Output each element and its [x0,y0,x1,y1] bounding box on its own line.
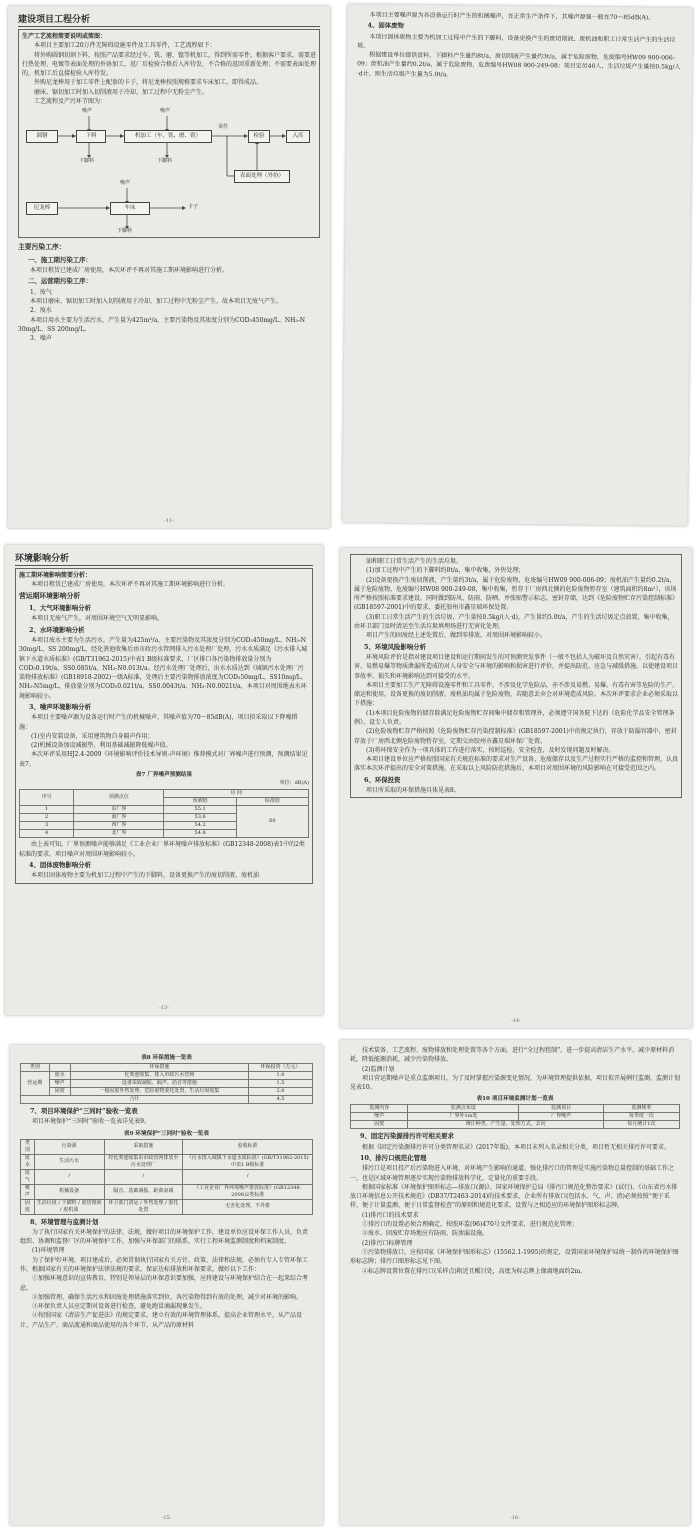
table-header: 监测频率 [603,1105,679,1113]
paragraph: (3)职工日常生活产生的生活垃圾，产生量按0.5kg/(人·d)，产生量约5.0t/a，产生的生活垃圾定点放置，集中收集，由环卫部门及时清运至生活垃圾填埋场进行无害化处理。 [354,613,674,631]
paragraph: 项目营运期噪声是重点监测项目，为了及时掌握污染源变化情况，为环境管理提供依据，项目拟开展例行监测，监测计划见表10。 [350,1074,681,1092]
table-header: 预测值 [164,798,236,806]
flow-label-noise: 噪声 [120,180,131,187]
flow-label-clip: 卡子 [188,204,199,211]
paragraph: ②废水、固废贮存场地应有防雨、防渗漏设施。 [362,1230,489,1238]
monitoring-plan-table [350,1104,680,1129]
table-cell: 南厂界 [74,814,164,822]
table-cell: 北厂界 [74,830,164,838]
paragraph: (2)危险废物贮存严格按照《危险废物贮存污染控制标准》(GB18597-2001)中的规定执行，存放于防漏容器中，密封存放于厂房西北侧危险废物暂存室，定期交由胶州市鑫星瑞环保厂处置。 [354,728,677,745]
paragraph: 本项目主要噪声源为各设备运行时产生的机械噪声，在正常生产条件下，其噪声源强一般在70～85dB(A)。 [369,11,655,22]
subsection-title: 一、施工期污染工序： [28,255,92,264]
table-cell: 每季度一次 [603,1113,679,1121]
paragraph: (2)机械设备加设减振垫，利用基础减振降低噪声值。 [31,742,172,750]
paragraph: 排污口是项目投产后污染物进入环境、对环境产生影响的通道，强化排污口的管理是实施污染物总量控制的基础工作之一，也是区域环境管理逐步实现污染物排放科学化、定量化的重要手段。 [350,1165,675,1182]
table-header: 标准值 [236,798,308,806]
subsection-title: 10、排污口规范化管理 [360,1154,427,1163]
subsection-title: 8、环境管理与监测计划 [30,1217,99,1226]
document-page-16 [340,1040,690,1525]
flow-node-inspect: 检验 [248,130,270,143]
paragraph: 为了执行国家有关环境保护的法律、法规，做好项目的环境保护工作，建设单位应设环保工作人员，负责组织、协调和监督厂区的环境保护工作，加强与环保部门的联系，实行工程环境监测制度和档案制度。 [20,1228,309,1246]
page-header: 建设项目工程分析 [18,12,320,27]
table-cell: 53.6 [164,814,236,822]
table-header: 序号 [20,790,74,806]
table-cell: 隔音、基础减振、距离衰减 [104,1184,183,1199]
table-cell: 废水 [21,1154,35,1169]
noise-prediction-table [19,789,309,838]
paragraph: 本项目主要加工生产无障碍设施零件和工具零件，不涉及化学危险品，亦不涉及易燃、易爆、有毒有害等危险的生产、储运和使用，设备更换的废切削液、废机油均属于危险废物，若随意丢弃会对环境造成风险。本次环评要求企业必须采取以下措施： [354,681,679,708]
page-header: 环境影响分析 [15,551,313,566]
table-cell: 54.8 [164,830,236,838]
document-page-12 [342,4,692,526]
table-cell: 《工业企业厂界环境噪声排放标准》(GB12348-2008)2类标准 [183,1184,313,1199]
paragraph: 项目环境保护“三同时”验收一览表详见表9。 [32,1118,150,1126]
process-flow-diagram [22,108,316,233]
table-header: 类别 [21,1064,50,1072]
table-cell: 设备采取减振、隔声、消音等措施 [70,1080,248,1088]
table-header: 环保投资（万元） [248,1064,312,1072]
paragraph: (1)环境管理 [32,1247,65,1255]
paragraph: (1)排污口的技术要求 [362,1211,419,1219]
table-cell: 废气 [21,1169,35,1184]
paragraph: (1)加工过程中产生的下脚料约8t/a，集中收集，外售处理； [366,567,525,575]
impact-analysis-box [350,554,682,798]
table-cell: 经化粪池收集由市政管网排放至污水处理厂 [104,1154,183,1169]
construction-analysis-box [15,568,313,884]
table-cell: 4 [20,830,74,838]
paragraph: 由上表可知，厂界预测噪声能够满足《工业企业厂界环境噪声排放标准》(GB12348-2008)表1中的2类标准的要求，项目噪声对周围环境影响较小。 [19,841,305,858]
table-cell: 噪声 [49,1080,70,1088]
table-cell: 营运期 [21,1072,50,1096]
table-row [20,806,309,814]
table-header: 预测点位 [74,790,164,806]
subsection-title: 3、噪声环境影响分析 [29,703,91,712]
paragraph: 为了保护好环境，项目建成后，必须贯彻执行国家有关方针、政策、法律和法规，必须有专人专管环保工作，根据国家有关的环境保护法律法规的要求，保证达标排放和环保要求，做好以下工作： [20,1256,309,1273]
document-page-15 [10,1045,323,1525]
table-cell: 固废 [21,1199,35,1214]
paragraph: ③环保负责人员应定期对设备进行检查，避免跑冒滴漏现象发生。 [32,1303,207,1311]
table-cell: 1.0 [248,1072,312,1080]
flow-label-parts: 零件 [218,124,229,131]
paragraph: 根据建设单位提供资料，下脚料产生量约8t/a，废切削液产生量约3t/a，属于危险废物，危废编号HW09 900-006-09；废机油产生量约0.2t/a，属于危险废物，危废编号HW08 900-249-08；项目定员40人，生活垃圾产生量按0.5kg/人·d计，则生活垃圾产生量为5.0t/a。 [356,51,681,79]
table-cell: 合计 [21,1096,249,1104]
subsection-title: 1、大气环境影响分析 [29,604,91,613]
flow-node-steel: 圆钢 [26,130,58,143]
three-simultaneous-table [20,1139,313,1215]
table-cell: 1 [20,806,74,814]
flow-node-surface: 表面处理（外协） [234,170,290,183]
paragraph: (2)排污口标牌管理 [362,1239,413,1247]
table-cell: 废水 [49,1072,70,1080]
table-cell: 每月统计1次 [603,1121,679,1129]
page-number: -14- [511,1018,521,1024]
table-cell: 噪声 [351,1113,408,1121]
paragraph: 技术装备、工艺流程、废物排放和处理处置等各个方面，进行“全过程控制”，进一步提高清洁生产水平，减少原材料消耗，降低能源消耗，减少污染物排放。 [350,1047,675,1064]
flow-node-store: 入库 [286,130,310,143]
table-cell: 东厂界 [74,806,164,814]
flow-label-noise: 噪声 [82,108,93,115]
flow-node-machining: 机加工（车、铣、磨、镗） [124,130,212,143]
table-cell: 生活垃圾 / 下脚料 / 废切削液 / 废机油 [34,1199,104,1214]
table-row [21,1169,313,1184]
paragraph: 磨床、锯切加工时加入切削液用于冷却，加工过程中无粉尘产生。 [34,88,209,96]
paragraph: 项目产生的固废经上述处置后，做到零排放，对周围环境影响较小。 [366,632,547,640]
paragraph: ②加强管理，确保生活污水和固废处理措施落实到位，各污染物得到有效的处理，减少对环境的影响。 [32,1293,303,1301]
page-number: -16- [510,1515,520,1521]
paragraph: 环境风险评价是指对建设项目建设和运行期间发生的可预测突发事件（一般不包括人为破坏及自然灾害），引起有毒有害、易燃易爆等物质泄漏所造成的对人身安全与环境的影响和损害进行评价，并提出防范、应急与减缓措施，以使建设项目事故率、损失和环境影响达到可接受的水平。 [354,653,679,680]
paragraph: 本项目固体废物主要为机加工过程中产生的下脚料，设备更换产生的废切削液、废机油和职工日常生活产生的生活垃圾。 [357,32,676,50]
table-cell: / [34,1169,104,1184]
paragraph: 本项目无废气产生，对周围环境空气无明显影响。 [31,615,164,623]
paragraph: 本项目废水主要为生活污水，产生量为425m³/a，主要污染物及其浓度分别为COD₅450mg/L、NH₃-N 30mg/L、SS 200mg/L，经化粪池收集后由市政污水管网排入污水处理厂处理，污水水质满足《污水排入城镇下水道水质标准》(GB/T31962-2015)中表1 B级标准要求，厂区排口各污染物排放量分别为COD₅0.19t/a、SS0.085t/a、NH₃-N0.013t/a。经污水处理厂处理后，出水水质达到《城镇污水处理厂污染物排放标准》(GB18918-2002)一级A标准，处理后主要污染物排放浓度为COD₅50mg/L、SS10mg/L、NH₃-N5mg/L，排放量分别为COD₅0.021t/a、SS0.0043t/a、NH₃-N0.0021t/a，本项目对周围地表水环境影响较小。 [19,636,308,700]
table-row [21,1088,313,1096]
table-header: 监测项目 [519,1105,603,1113]
paragraph: 根据国家标准《环境保护图形标志—排放口(源)》、国家环境保护总局《排污口规范化整治要求》(试行)、《山东省污水排放口环境信息公开技术规范》(DB37/T2463-2014)的技术要求，企业所有排放口(包括水、气、声、渣)必须按照“便于采样、便于计量监测、便于日常监督检查”的原则和规范化要求，设置与之相适应的环境保护图形标志牌。 [350,1183,678,1210]
table-header: 监测点布设 [408,1105,519,1113]
paragraph: 本项目磨床、锯切加工时加入切削液用于冷却，加工过程中无粉尘产生，故本项目无废气产生。 [30,298,283,306]
paragraph: 本项目建设单位应严格按照国家有关规范标准的要求对生产设备、危废储存以及生产过程实行严格的监控和管理，认真落实本次环评提出的安全对策措施，在采取以上风险防范措施后，本项目对周围环境的风险影响在可接受范围之内。 [354,756,679,773]
table-cell: 厂界外1m处 [408,1113,519,1121]
table-cell: 2.0 [248,1088,312,1096]
subsection-title: 6、环保投资 [364,775,401,784]
page-number: -11- [164,518,174,524]
table-cell: 54.2 [164,822,236,830]
table-row [21,1154,313,1169]
section-title: 营运期环境影响分析 [19,591,81,600]
flow-label-noise: 噪声 [160,108,171,115]
flow-node-nylon: 尼龙棒 [26,202,58,215]
table-cell: 统计种类、产生量、处理方式、去向 [408,1121,603,1129]
paragraph: 外购尼龙棒用于加工零件上配套的卡子，将尼龙棒按照规格要求车床加工，即得成品。 [34,79,263,87]
table-cell: 生活污水 [34,1154,104,1169]
paragraph: ②标志牌设置位置在排污口(采样点)附近且醒目处，高度为标志牌上缘离地面约2m。 [362,1267,587,1275]
table-header [49,1064,70,1072]
table-unit: 单位：dB(A) [279,779,309,786]
paragraph: 3、噪声 [30,335,52,343]
paragraph: 项目所采取的环保措施具体见表8。 [366,787,460,795]
paragraph: 将外购圆钢切割下料，按照产品要求经过车、铣、磨、镗等机加工，得到所需零件，根据客户要求，需要进行热处理、电镀等表面处理的外协加工，返厂后检验合格后入库待发，不合格的返回重新处理；不需要表面处理的，机加工后直接检验入库待发。 [22,51,317,78]
subsection-title: 9、固定污染源排污许可相关要求 [360,1132,454,1141]
table-cell: / [183,1169,313,1184]
paragraph: 2、废水 [30,307,52,315]
paragraph: 1、废气 [30,288,52,296]
paragraph: 本项目主要加工20万件无障碍设施零件及工具零件，工艺流程如下： [34,42,216,50]
table-cell: 4.5 [248,1096,312,1104]
table-header: 昼 间 [164,790,309,798]
table-row [21,1072,313,1080]
table-header: 类别 [21,1139,35,1154]
table-cell: 3 [20,822,74,830]
paragraph: ①排污口的设置必须合理确定，按照环监(96)470号文件要求，进行规范化管理； [362,1221,578,1229]
paragraph: (1)室内安装设备，采用建筑物自身隔声作用； [31,732,154,740]
paragraph: (3)将环保安全作为一项具体的工作进行落实，按时巡检，安全检查，及时发现问题及时解决。 [366,746,615,754]
table-row [21,1080,313,1088]
paragraph: 根据《固定污染源排污许可分类管理名录》(2017年版)，本项目未列入名录相关分类，项目暂无相关排污许可要求。 [362,1143,670,1151]
table-cell: 《污水排入城镇下水道水质标准》(GB/T31962-2015)中表1 B级标准 [183,1154,313,1169]
table-caption: 表9 环境保护“三同时”验收一览表 [124,1130,209,1137]
paragraph: 油和职工日常生活产生的生活垃圾。 [366,558,463,565]
environmental-measures-table [20,1063,313,1104]
document-page-14 [340,548,692,1028]
document-page-11 [8,6,330,528]
table-caption: 表7 厂界噪声预测结果 [135,772,193,779]
table-header: 验收标准 [183,1139,313,1154]
table-header: 污染源 [34,1139,104,1154]
box-title: 施工期环境影响简要分析： [19,572,92,579]
table-header: 环保措施 [70,1064,248,1072]
table-cell: 固废 [351,1121,408,1129]
paragraph: 本项目主要噪声源为设备运行时产生的机械噪声，其噪声值为70～85dB(A)，项目拟采取以下降噪措施： [19,714,298,731]
document-page-13 [5,545,323,1015]
table-cell: 1.5 [248,1080,312,1088]
table-cell: 机械设备 [34,1184,104,1199]
process-description-box [18,29,320,238]
table-row [21,1199,313,1214]
paragraph: (2)设备更换产生废切削液，产生量约3t/a，属于危险废物，危废编号HW09 900-006-09；废机油产生量约0.2t/a，属于危险废物，危废编号HW08 900-249-08，集中收集，暂存于厂房西北侧的危险废物暂存室（建筑面积约8m²），该场所严格按照标准要求建设，同时做到防风、防雨、防晒，并张贴警示标志，密封存储，达到《危险废物贮存污染控制标准》(GB18597-2001)中的要求，委托胶州市鑫星瑞环保处置。 [354,576,679,612]
flow-label-scrap: 下脚料 [79,158,95,165]
table-caption: 表10 项目环境监测计划一览表 [476,1096,554,1103]
subsection-title: 2、水环境影响分析 [29,625,85,634]
flow-label-scrap: 下脚料 [157,158,173,165]
table-caption: 表8 环保措施一览表 [141,1055,192,1061]
table-cell: 55.1 [164,806,236,814]
flow-label-scrap: 下脚料 [117,228,133,235]
table-row [351,1113,680,1121]
page-number: -13- [159,1005,169,1011]
subsection-title: 二、运营期污染工序： [28,277,92,286]
table-cell: 一般固废外售处理，危险废物委托处置，生活垃圾收集 [70,1088,248,1096]
table-header: 监测内容 [351,1105,408,1113]
table-row [21,1184,313,1199]
table-cell: 厂界噪声 [519,1113,603,1121]
section-title: 主要污染工序： [18,243,66,252]
subsection-title: 7、项目环境保护“三同时”验收一览表 [30,1107,138,1115]
box-title: 生产工艺流程简要说明或简图： [22,33,107,40]
paragraph: 本项目固体废物主要为机加工过程中产生的下脚料，设备更换产生的废切削液、废机油 [31,872,260,880]
flow-node-lathe: 车床 [110,202,150,215]
table-cell: 2 [20,814,74,822]
paragraph: ①污染物排放口，应按国家《环境保护图形标志》(15562.1-1995)的规定，设置国家环境保护局统一制作的环境保护图形标志牌；排污口图形标志见下图。 [350,1248,679,1266]
paragraph: 本项目租赁已建成厂房使用，本次环评不再对其施工期环境影响进行分析。 [31,581,230,589]
paragraph: (1)本项目危险废物的储存除满足危险废物贮存间集中储存和管理外，必须遵守国务院下达的《危险化学品安全管理条例》，设专人负责。 [354,709,675,726]
paragraph: ④按照国家《清洁生产促进法》的规定要求，建立有效的环境管理体系，提高企业管理水平，从产品设计、产品生产、商品流通和商品使用的各个环节，从产品的原材料 [20,1312,303,1329]
table-row [21,1096,313,1104]
paragraph: 工艺流程及产污环节图为： [34,98,107,106]
paragraph: (2)监测计划 [362,1065,395,1073]
paragraph: 本次环评采用HJ2.4-2009《环境影响评价技术导则-声环境》推荐模式对厂界噪声进行预测，预测结果见表7。 [19,751,308,768]
flow-node-cut: 下料 [76,130,106,143]
table-cell: 固废 [49,1088,70,1096]
table-row [351,1121,680,1129]
table-cell: 噪声 [21,1184,35,1199]
subsection-title: 4、固体废物 [367,21,404,31]
table-cell: 无害化处理，不外排 [183,1199,313,1214]
table-cell: 化粪池收集，排入市政污水管网 [70,1072,248,1080]
table-header: 采取措施 [104,1139,183,1154]
table-cell: 环卫部门清运 / 外售处理 / 委托处置 [104,1199,183,1214]
subsection-title: 5、环境风险影响分析 [364,642,426,651]
table-cell: / [104,1169,183,1184]
subsection-title: 4、固体废物影响分析 [29,861,91,870]
page-number: -15- [161,1515,172,1521]
paragraph: ①加强环境意识的宣传教育，特别是领导层的环保意识要加强，应将建设与环境保护结合在一起来综合考虑。 [20,1275,309,1292]
paragraph: 本项目租赁已建成厂房使用，本次环评不再对其施工期环境影响进行分析。 [30,267,229,275]
table-cell: 60 [236,806,308,838]
paragraph: 本项目用水主要为生活污水，产生量为425m³/a，主要污染物及其浓度分别为COD₅450mg/L、NH₃-N 30mg/L、SS 200mg/L。 [18,316,306,333]
table-cell: 西厂界 [74,822,164,830]
